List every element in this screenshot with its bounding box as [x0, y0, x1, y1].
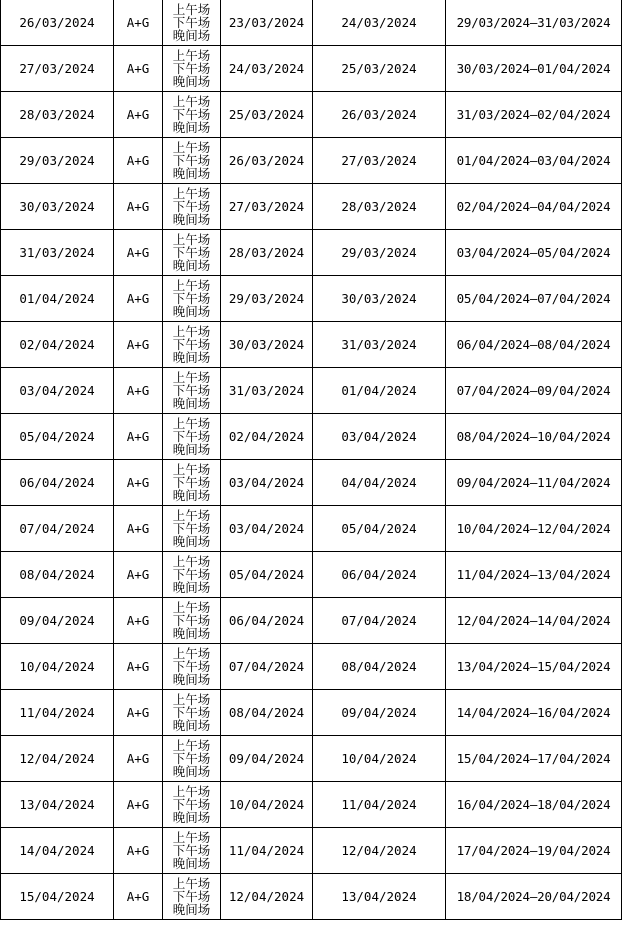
row-date1-cell: 29/03/2024 [221, 276, 313, 322]
session-label: 晚间场 [172, 28, 211, 43]
session-label: 晚间场 [172, 488, 211, 503]
row-range-cell: 15/04/2024–17/04/2024 [446, 736, 622, 782]
row-range-cell: 07/04/2024–09/04/2024 [446, 368, 622, 414]
row-date2-cell: 25/03/2024 [313, 46, 446, 92]
table-row [1, 736, 622, 782]
row-range-cell: 16/04/2024–18/04/2024 [446, 782, 622, 828]
row-range-cell: 30/03/2024–01/04/2024 [446, 46, 622, 92]
row-date2-cell: 12/04/2024 [313, 828, 446, 874]
row-date-cell: 03/04/2024 [1, 368, 114, 414]
row-date2-cell: 07/04/2024 [313, 598, 446, 644]
row-date-cell: 29/03/2024 [1, 138, 114, 184]
row-sessions-cell [163, 276, 221, 322]
session-label: 上午场 [172, 186, 211, 201]
row-sessions-cell [163, 782, 221, 828]
row-date1-cell: 09/04/2024 [221, 736, 313, 782]
session-label: 下午场 [172, 843, 211, 858]
session-label: 下午场 [172, 291, 211, 306]
session-label: 上午场 [172, 232, 211, 247]
session-label: 晚间场 [172, 534, 211, 549]
session-label: 晚间场 [172, 396, 211, 411]
session-label: 晚间场 [172, 212, 211, 227]
row-date1-cell: 10/04/2024 [221, 782, 313, 828]
row-date-cell: 13/04/2024 [1, 782, 114, 828]
row-date1-cell: 08/04/2024 [221, 690, 313, 736]
row-date1-cell: 05/04/2024 [221, 552, 313, 598]
session-label: 上午场 [172, 416, 211, 431]
session-label: 上午场 [172, 508, 211, 523]
session-label: 下午场 [172, 705, 211, 720]
row-date2-cell: 01/04/2024 [313, 368, 446, 414]
row-sessions-cell [163, 828, 221, 874]
row-range-cell: 14/04/2024–16/04/2024 [446, 690, 622, 736]
table-row [1, 276, 622, 322]
row-code-cell: A+G [114, 0, 163, 46]
session-label: 上午场 [172, 600, 211, 615]
row-date-cell: 28/03/2024 [1, 92, 114, 138]
session-label: 上午场 [172, 738, 211, 753]
table-row [1, 368, 622, 414]
row-sessions-cell [163, 138, 221, 184]
row-code-cell: A+G [114, 460, 163, 506]
row-range-cell: 09/04/2024–11/04/2024 [446, 460, 622, 506]
row-code-cell: A+G [114, 552, 163, 598]
row-code-cell: A+G [114, 138, 163, 184]
row-code-cell: A+G [114, 506, 163, 552]
schedule-table-body [1, 0, 622, 920]
session-label: 晚间场 [172, 580, 211, 595]
session-label: 下午场 [172, 383, 211, 398]
session-label: 上午场 [172, 784, 211, 799]
row-date-cell: 10/04/2024 [1, 644, 114, 690]
session-label: 下午场 [172, 245, 211, 260]
session-label: 晚间场 [172, 258, 211, 273]
session-label: 上午场 [172, 646, 211, 661]
session-label: 上午场 [172, 830, 211, 845]
row-date2-cell: 11/04/2024 [313, 782, 446, 828]
row-range-cell: 13/04/2024–15/04/2024 [446, 644, 622, 690]
session-label: 上午场 [172, 278, 211, 293]
session-label: 下午场 [172, 107, 211, 122]
row-date2-cell: 13/04/2024 [313, 874, 446, 920]
row-code-cell: A+G [114, 782, 163, 828]
session-label: 上午场 [172, 94, 211, 109]
row-date-cell: 31/03/2024 [1, 230, 114, 276]
row-range-cell: 06/04/2024–08/04/2024 [446, 322, 622, 368]
session-label: 上午场 [172, 876, 211, 891]
row-date1-cell: 28/03/2024 [221, 230, 313, 276]
row-code-cell: A+G [114, 414, 163, 460]
row-sessions-cell [163, 598, 221, 644]
row-sessions-cell [163, 690, 221, 736]
table-row [1, 460, 622, 506]
row-sessions-cell [163, 460, 221, 506]
session-label: 下午场 [172, 199, 211, 214]
table-row [1, 414, 622, 460]
row-date2-cell: 26/03/2024 [313, 92, 446, 138]
row-code-cell: A+G [114, 736, 163, 782]
row-sessions-cell [163, 414, 221, 460]
session-label: 晚间场 [172, 74, 211, 89]
row-date-cell: 27/03/2024 [1, 46, 114, 92]
session-label: 下午场 [172, 61, 211, 76]
session-label: 晚间场 [172, 902, 211, 917]
row-date-cell: 15/04/2024 [1, 874, 114, 920]
row-range-cell: 29/03/2024–31/03/2024 [446, 0, 622, 46]
row-code-cell: A+G [114, 644, 163, 690]
row-range-cell: 18/04/2024–20/04/2024 [446, 874, 622, 920]
row-code-cell: A+G [114, 874, 163, 920]
table-row [1, 92, 622, 138]
row-date1-cell: 06/04/2024 [221, 598, 313, 644]
row-sessions-cell [163, 92, 221, 138]
session-label: 上午场 [172, 2, 211, 17]
row-range-cell: 12/04/2024–14/04/2024 [446, 598, 622, 644]
row-sessions-cell [163, 736, 221, 782]
session-label: 下午场 [172, 337, 211, 352]
row-sessions-cell [163, 874, 221, 920]
row-code-cell: A+G [114, 276, 163, 322]
row-date-cell: 26/03/2024 [1, 0, 114, 46]
table-row [1, 552, 622, 598]
row-range-cell: 11/04/2024–13/04/2024 [446, 552, 622, 598]
table-row [1, 874, 622, 920]
row-sessions-cell [163, 184, 221, 230]
row-date-cell: 12/04/2024 [1, 736, 114, 782]
table-row [1, 138, 622, 184]
session-label: 上午场 [172, 370, 211, 385]
session-label: 晚间场 [172, 626, 211, 641]
session-label: 上午场 [172, 48, 211, 63]
row-code-cell: A+G [114, 368, 163, 414]
row-code-cell: A+G [114, 230, 163, 276]
row-date-cell: 08/04/2024 [1, 552, 114, 598]
table-row [1, 690, 622, 736]
row-date1-cell: 03/04/2024 [221, 460, 313, 506]
row-date2-cell: 10/04/2024 [313, 736, 446, 782]
row-date1-cell: 07/04/2024 [221, 644, 313, 690]
row-code-cell: A+G [114, 828, 163, 874]
row-sessions-cell [163, 0, 221, 46]
session-label: 晚间场 [172, 350, 211, 365]
session-label: 下午场 [172, 613, 211, 628]
session-label: 晚间场 [172, 856, 211, 871]
session-label: 下午场 [172, 889, 211, 904]
row-code-cell: A+G [114, 598, 163, 644]
row-code-cell: A+G [114, 322, 163, 368]
row-date2-cell: 04/04/2024 [313, 460, 446, 506]
row-date2-cell: 08/04/2024 [313, 644, 446, 690]
session-label: 下午场 [172, 521, 211, 536]
row-sessions-cell [163, 644, 221, 690]
session-label: 下午场 [172, 429, 211, 444]
session-label: 下午场 [172, 659, 211, 674]
row-date2-cell: 27/03/2024 [313, 138, 446, 184]
row-sessions-cell [163, 552, 221, 598]
row-date-cell: 01/04/2024 [1, 276, 114, 322]
row-date2-cell: 31/03/2024 [313, 322, 446, 368]
table-row [1, 506, 622, 552]
session-label: 上午场 [172, 554, 211, 569]
row-sessions-cell [163, 368, 221, 414]
row-range-cell: 01/04/2024–03/04/2024 [446, 138, 622, 184]
row-range-cell: 03/04/2024–05/04/2024 [446, 230, 622, 276]
row-date1-cell: 30/03/2024 [221, 322, 313, 368]
row-date-cell: 09/04/2024 [1, 598, 114, 644]
row-range-cell: 05/04/2024–07/04/2024 [446, 276, 622, 322]
session-label: 下午场 [172, 567, 211, 582]
session-label: 上午场 [172, 462, 211, 477]
session-label: 晚间场 [172, 166, 211, 181]
row-sessions-cell [163, 230, 221, 276]
row-date1-cell: 03/04/2024 [221, 506, 313, 552]
table-row [1, 644, 622, 690]
row-date1-cell: 24/03/2024 [221, 46, 313, 92]
session-label: 上午场 [172, 324, 211, 339]
session-label: 上午场 [172, 692, 211, 707]
row-range-cell: 10/04/2024–12/04/2024 [446, 506, 622, 552]
row-code-cell: A+G [114, 690, 163, 736]
row-sessions-cell [163, 506, 221, 552]
row-date-cell: 06/04/2024 [1, 460, 114, 506]
row-date1-cell: 27/03/2024 [221, 184, 313, 230]
row-range-cell: 02/04/2024–04/04/2024 [446, 184, 622, 230]
row-date1-cell: 23/03/2024 [221, 0, 313, 46]
session-label: 下午场 [172, 153, 211, 168]
session-label: 下午场 [172, 751, 211, 766]
table-row [1, 782, 622, 828]
row-date2-cell: 24/03/2024 [313, 0, 446, 46]
row-sessions-cell [163, 322, 221, 368]
session-label: 晚间场 [172, 672, 211, 687]
session-label: 下午场 [172, 475, 211, 490]
row-date1-cell: 25/03/2024 [221, 92, 313, 138]
row-date-cell: 05/04/2024 [1, 414, 114, 460]
row-range-cell: 17/04/2024–19/04/2024 [446, 828, 622, 874]
row-date-cell: 11/04/2024 [1, 690, 114, 736]
table-row [1, 0, 622, 46]
table-row [1, 184, 622, 230]
row-date2-cell: 05/04/2024 [313, 506, 446, 552]
session-label: 晚间场 [172, 718, 211, 733]
row-date1-cell: 12/04/2024 [221, 874, 313, 920]
session-label: 晚间场 [172, 810, 211, 825]
row-date1-cell: 02/04/2024 [221, 414, 313, 460]
row-date-cell: 30/03/2024 [1, 184, 114, 230]
session-label: 下午场 [172, 15, 211, 30]
row-date2-cell: 06/04/2024 [313, 552, 446, 598]
row-date2-cell: 09/04/2024 [313, 690, 446, 736]
table-row [1, 322, 622, 368]
table-row [1, 46, 622, 92]
row-sessions-cell [163, 46, 221, 92]
row-date-cell: 07/04/2024 [1, 506, 114, 552]
row-code-cell: A+G [114, 46, 163, 92]
session-label: 晚间场 [172, 442, 211, 457]
row-date1-cell: 11/04/2024 [221, 828, 313, 874]
row-range-cell: 31/03/2024–02/04/2024 [446, 92, 622, 138]
session-label: 晚间场 [172, 304, 211, 319]
session-label: 晚间场 [172, 120, 211, 135]
session-label: 下午场 [172, 797, 211, 812]
session-label: 上午场 [172, 140, 211, 155]
table-row [1, 598, 622, 644]
session-label: 晚间场 [172, 764, 211, 779]
row-code-cell: A+G [114, 92, 163, 138]
row-code-cell: A+G [114, 184, 163, 230]
row-date-cell: 02/04/2024 [1, 322, 114, 368]
row-date1-cell: 31/03/2024 [221, 368, 313, 414]
row-date1-cell: 26/03/2024 [221, 138, 313, 184]
row-date2-cell: 28/03/2024 [313, 184, 446, 230]
row-date2-cell: 30/03/2024 [313, 276, 446, 322]
row-date2-cell: 03/04/2024 [313, 414, 446, 460]
table-row [1, 230, 622, 276]
row-date2-cell: 29/03/2024 [313, 230, 446, 276]
table-row [1, 828, 622, 874]
row-date-cell: 14/04/2024 [1, 828, 114, 874]
row-range-cell: 08/04/2024–10/04/2024 [446, 414, 622, 460]
